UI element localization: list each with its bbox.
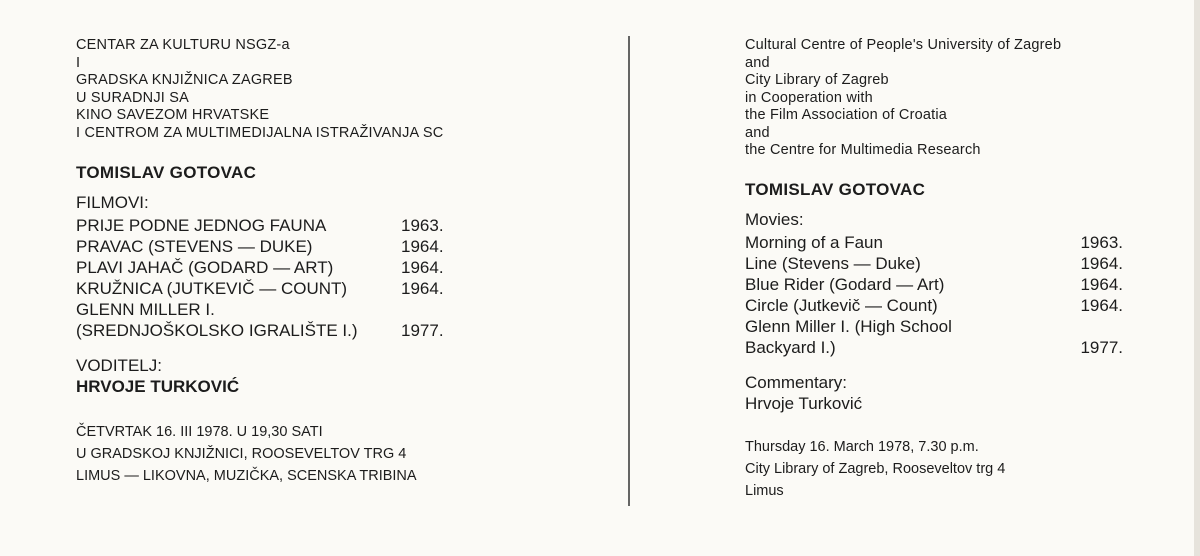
organizer-line: City Library of Zagreb — [745, 72, 889, 88]
film-item — [745, 253, 1123, 274]
film-item — [745, 232, 1123, 253]
film-item — [76, 320, 546, 341]
film-title: PRIJE PODNE JEDNOG FAUNA — [76, 216, 327, 235]
film-item — [745, 316, 1123, 337]
film-year: 1964. — [1080, 295, 1123, 315]
event-details — [745, 436, 1135, 502]
page-edge — [1194, 0, 1200, 556]
film-title: Morning of a Faun — [745, 232, 883, 252]
english-panel — [745, 0, 1135, 502]
film-item — [76, 215, 546, 236]
croatian-panel — [76, 0, 546, 487]
film-item — [745, 274, 1123, 295]
film-item — [76, 236, 546, 257]
films-heading: Movies: — [745, 209, 804, 229]
film-title: KRUŽNICA (JUTKEVIČ — COUNT) — [76, 279, 348, 298]
organizer-line: and — [745, 54, 770, 71]
film-year: 1964. — [1080, 253, 1123, 273]
film-year: 1963. — [1080, 232, 1123, 252]
center-divider — [628, 36, 630, 506]
film-title: Glenn Miller I. (High School — [745, 316, 952, 336]
event-line: City Library of Zagreb, Rooseveltov trg 4 — [745, 460, 1006, 477]
host-name: HRVOJE TURKOVIĆ — [76, 377, 240, 396]
artist-name: TOMISLAV GOTOVAC — [745, 179, 926, 199]
organizers-block — [76, 37, 546, 142]
film-title: Backyard I.) — [745, 337, 836, 357]
event-line: Limus — [745, 482, 784, 499]
event-line: ČETVRTAK 16. III 1978. U 19,30 SATI — [76, 424, 323, 440]
organizers-block — [745, 37, 1135, 160]
film-item — [745, 337, 1123, 358]
organizer-line: the Centre for Multimedia Research — [745, 142, 981, 158]
film-item — [76, 299, 546, 320]
organizer-line: I CENTROM ZA MULTIMEDIJALNA ISTRAŽIVANJA SC — [76, 124, 444, 141]
host-name: Hrvoje Turković — [745, 393, 863, 413]
film-title: Line (Stevens — Duke) — [745, 253, 921, 273]
films-list — [76, 215, 546, 341]
film-year: 1964. — [401, 237, 444, 256]
film-item — [76, 278, 546, 299]
organizer-line: KINO SAVEZOM HRVATSKE — [76, 107, 270, 123]
film-title: (SREDNJOŠKOLSKO IGRALIŠTE I.) — [76, 321, 358, 340]
organizer-line: CENTAR ZA KULTURU NSGZ-a — [76, 37, 290, 53]
film-title: PLAVI JAHAČ (GODARD — ART) — [76, 258, 334, 277]
films-heading: FILMOVI: — [76, 193, 149, 212]
films-list — [745, 232, 1123, 358]
film-title: Blue Rider (Godard — Art) — [745, 274, 945, 294]
event-line: Thursday 16. March 1978, 7.30 p.m. — [745, 438, 979, 455]
film-item — [745, 295, 1123, 316]
host-label: VODITELJ: — [76, 356, 162, 375]
organizer-line: in Cooperation with — [745, 89, 873, 106]
film-year: 1977. — [1080, 337, 1123, 357]
organizer-line: the Film Association of Croatia — [745, 107, 948, 123]
film-title: Circle (Jutkevič — Count) — [745, 295, 938, 315]
film-year: 1964. — [1080, 274, 1123, 294]
organizer-line: GRADSKA KNJIŽNICA ZAGREB — [76, 72, 293, 88]
event-line: U GRADSKOJ KNJIŽNICI, ROOSEVELTOV TRG 4 — [76, 446, 407, 462]
artist-name: TOMISLAV GOTOVAC — [76, 163, 257, 182]
event-line: LIMUS — LIKOVNA, MUZIČKA, SCENSKA TRIBINA — [76, 468, 417, 484]
organizer-line: I — [76, 54, 81, 71]
film-year: 1963. — [401, 216, 444, 235]
film-year: 1964. — [401, 279, 444, 298]
film-year: 1964. — [401, 258, 444, 277]
film-title: PRAVAC (STEVENS — DUKE) — [76, 237, 313, 256]
host-label: Commentary: — [745, 372, 848, 392]
event-details — [76, 421, 546, 487]
organizer-line: and — [745, 124, 770, 141]
film-title: GLENN MILLER I. — [76, 300, 215, 319]
film-year: 1977. — [401, 321, 444, 340]
organizer-line: Cultural Centre of People's University of Zagreb — [745, 37, 1062, 53]
organizer-line: U SURADNJI SA — [76, 89, 189, 106]
film-item — [76, 257, 546, 278]
